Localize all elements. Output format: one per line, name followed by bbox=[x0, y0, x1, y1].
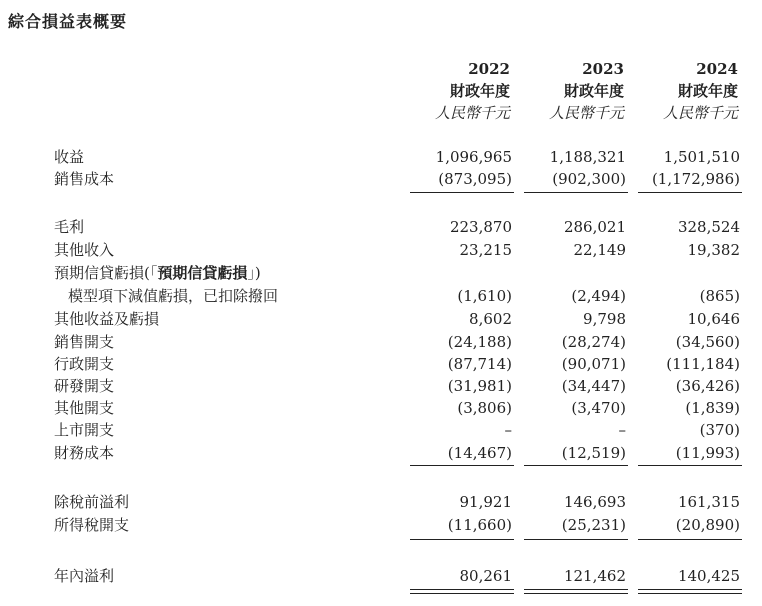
row-value-2024: 19,382 bbox=[687, 241, 740, 259]
row-value-2023: (34,447) bbox=[561, 377, 626, 395]
label-text: 」) bbox=[247, 264, 261, 282]
row-value-2023: (25,231) bbox=[561, 516, 626, 534]
table-row-profit-before-tax bbox=[0, 491, 762, 513]
row-label: 其他開支 bbox=[54, 399, 115, 417]
column-year: 2022 bbox=[468, 60, 510, 78]
row-value-2024: (20,890) bbox=[675, 516, 740, 534]
table-row-other-income bbox=[0, 239, 762, 261]
row-value-2022: 91,921 bbox=[459, 493, 512, 511]
subtotal-rule bbox=[524, 539, 628, 540]
row-label: 其他收入 bbox=[54, 241, 115, 259]
row-value-2023: (902,300) bbox=[552, 170, 626, 188]
row-label bbox=[54, 262, 261, 284]
table-row-admin-expenses bbox=[0, 353, 762, 375]
row-value-2022: (87,714) bbox=[447, 355, 512, 373]
row-value-2023: 146,693 bbox=[563, 493, 626, 511]
row-value-2023: 22,149 bbox=[573, 241, 626, 259]
column-year: 2024 bbox=[696, 60, 738, 78]
row-value-2024: (1,839) bbox=[685, 399, 740, 417]
table-row-other-expenses bbox=[0, 397, 762, 419]
row-label: 模型項下減值虧損，已扣除撥回 bbox=[68, 287, 279, 305]
table-row-income-tax bbox=[0, 514, 762, 536]
row-label: 其他收益及虧損 bbox=[54, 310, 160, 328]
column-unit: 人民幣千元 bbox=[662, 104, 738, 122]
table-row-other-gains-losses bbox=[0, 308, 762, 330]
column-header-2023 bbox=[504, 58, 624, 124]
table-row-revenue bbox=[0, 146, 762, 168]
row-label: 年內溢利 bbox=[54, 567, 115, 585]
column-year: 2023 bbox=[582, 60, 624, 78]
row-value-2024: (865) bbox=[699, 287, 740, 305]
label-defined-term: 預期信貸虧損 bbox=[157, 264, 248, 282]
row-value-2024: 140,425 bbox=[677, 567, 740, 585]
table-row-profit-for-year bbox=[0, 565, 762, 587]
row-value-2022: (873,095) bbox=[438, 170, 512, 188]
row-value-2024: 161,315 bbox=[677, 493, 740, 511]
subtotal-rule bbox=[638, 192, 742, 193]
row-value-2022: (3,806) bbox=[457, 399, 512, 417]
label-text: 預期信貸虧損(「 bbox=[54, 264, 158, 282]
row-value-2023: 286,021 bbox=[563, 218, 626, 236]
subtotal-rule bbox=[410, 192, 514, 193]
row-value-2023: 9,798 bbox=[583, 310, 626, 328]
row-value-2024: 1,501,510 bbox=[663, 148, 740, 166]
row-value-2024: (11,993) bbox=[675, 444, 740, 462]
row-label: 毛利 bbox=[54, 218, 85, 236]
row-value-2022: (1,610) bbox=[457, 287, 512, 305]
table-row-cost-of-sales bbox=[0, 168, 762, 190]
row-label: 銷售成本 bbox=[54, 170, 115, 188]
subtotal-rule bbox=[410, 465, 514, 466]
row-value-2023: (12,519) bbox=[561, 444, 626, 462]
row-value-2023: – bbox=[618, 421, 626, 439]
column-header-2024 bbox=[618, 58, 738, 124]
table-row-ecl-heading bbox=[0, 262, 762, 284]
column-unit: 人民幣千元 bbox=[434, 104, 510, 122]
row-label: 除稅前溢利 bbox=[54, 493, 130, 511]
row-value-2022: (11,660) bbox=[447, 516, 512, 534]
total-double-rule bbox=[410, 589, 514, 594]
row-value-2023: (3,470) bbox=[571, 399, 626, 417]
row-value-2022: 80,261 bbox=[459, 567, 512, 585]
row-value-2024: (1,172,986) bbox=[651, 170, 740, 188]
row-label: 行政開支 bbox=[54, 355, 115, 373]
subtotal-rule bbox=[524, 192, 628, 193]
row-value-2024: 328,524 bbox=[677, 218, 740, 236]
row-label: 銷售開支 bbox=[54, 333, 115, 351]
row-value-2022: 23,215 bbox=[459, 241, 512, 259]
column-header-2022 bbox=[390, 58, 510, 124]
row-label: 收益 bbox=[54, 148, 85, 166]
table-row-gross-profit bbox=[0, 216, 762, 238]
row-value-2022: 223,870 bbox=[449, 218, 512, 236]
row-label: 上市開支 bbox=[54, 421, 115, 439]
row-value-2022: (14,467) bbox=[447, 444, 512, 462]
row-value-2022: 1,096,965 bbox=[435, 148, 512, 166]
table-row-rnd-expenses bbox=[0, 375, 762, 397]
row-value-2022: (24,188) bbox=[447, 333, 512, 351]
subtotal-rule bbox=[524, 465, 628, 466]
row-value-2023: 1,188,321 bbox=[549, 148, 626, 166]
page-title: 綜合損益表概要 bbox=[8, 12, 128, 31]
row-value-2024: (370) bbox=[699, 421, 740, 439]
subtotal-rule bbox=[638, 539, 742, 540]
row-label: 財務成本 bbox=[54, 444, 115, 462]
column-unit: 人民幣千元 bbox=[548, 104, 624, 122]
row-value-2023: (2,494) bbox=[571, 287, 626, 305]
column-period: 財政年度 bbox=[449, 82, 510, 100]
row-value-2022: (31,981) bbox=[447, 377, 512, 395]
subtotal-rule bbox=[638, 465, 742, 466]
table-row-listing-expenses bbox=[0, 419, 762, 441]
row-label: 研發開支 bbox=[54, 377, 115, 395]
column-period: 財政年度 bbox=[677, 82, 738, 100]
row-value-2022: 8,602 bbox=[469, 310, 512, 328]
row-value-2022: – bbox=[504, 421, 512, 439]
column-period: 財政年度 bbox=[563, 82, 624, 100]
row-value-2024: (36,426) bbox=[675, 377, 740, 395]
row-value-2024: 10,646 bbox=[687, 310, 740, 328]
row-value-2023: 121,462 bbox=[563, 567, 626, 585]
total-double-rule bbox=[524, 589, 628, 594]
table-row-finance-costs bbox=[0, 442, 762, 464]
table-row-impairment-losses bbox=[0, 285, 762, 307]
row-value-2023: (90,071) bbox=[561, 355, 626, 373]
subtotal-rule bbox=[410, 539, 514, 540]
row-label: 所得稅開支 bbox=[54, 516, 130, 534]
table-row-selling-expenses bbox=[0, 331, 762, 353]
row-value-2023: (28,274) bbox=[561, 333, 626, 351]
row-value-2024: (111,184) bbox=[666, 355, 740, 373]
row-value-2024: (34,560) bbox=[675, 333, 740, 351]
total-double-rule bbox=[638, 589, 742, 594]
